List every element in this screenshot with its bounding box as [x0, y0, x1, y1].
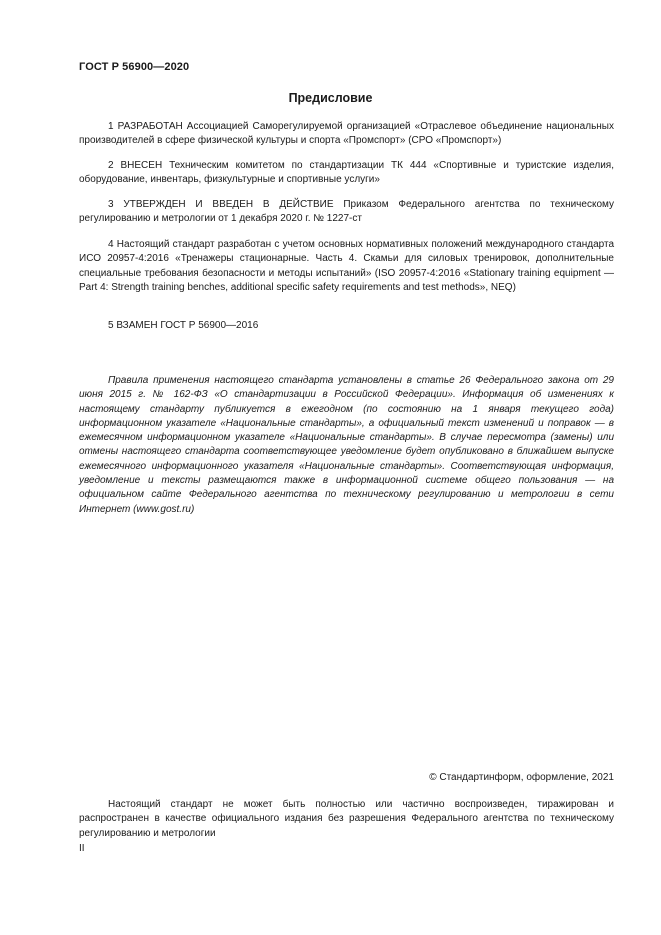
page-number: II	[79, 843, 85, 854]
paragraph-approved: 3 УТВЕРЖДЕН И ВВЕДЕН В ДЕЙСТВИЕ Приказом Федерального агентства по техническому регулированию и метрологии от 1 декабря 2020 г. № 1227-ст	[79, 199, 614, 225]
paragraph-replaces: 5 ВЗАМЕН ГОСТ Р 56900—2016	[108, 320, 259, 331]
copyright-line: © Стандартинформ, оформление, 2021	[429, 772, 614, 783]
page-title: Предисловие	[288, 91, 373, 105]
paragraph-developed-by: 1 РАЗРАБОТАН Ассоциацией Саморегулируемой организацией «Отраслевое объединение национальных производителей в сфере физической культуры и спорта «Промспорт» (СРО «Промспорт»)	[79, 121, 614, 147]
paragraph-international-basis: 4 Настоящий стандарт разработан с учетом основных нормативных положений международного стандарта ИСО 20957-4:2016 «Тренажеры стационарные. Часть 4. Скамьи для силовых тренировок, дополнительные специальные требования безопасности и методы испытаний» (ISO 20957-4:2016 «Stationary training equipment — Part 4: Strength training benches, additional specific safety requirements and test methods», NEQ)	[79, 239, 614, 293]
document-number-header: ГОСТ Р 56900—2020	[79, 61, 190, 73]
paragraph-submitted-by: 2 ВНЕСЕН Техническим комитетом по стандартизации ТК 444 «Спортивные и туристские изделия, оборудование, инвентарь, физкультурные и спортивные услуги»	[79, 160, 614, 186]
application-rules-notice: Правила применения настоящего стандарта установлены в статье 26 Федерального закона от 29 июня 2015 г. № 162-ФЗ «О стандартизации в Российской Федерации». Информация об изменениях к настоящему стандарту публикуется в ежегодном (по состоянию на 1 января текущего года) информационном указателе «Национальные стандарты», а официальный текст изменений и поправок — в ежемесячном информационном указателе «Национальные стандарты». В случае пересмотра (замены) или отмены настоящего стандарта соответствующее уведомление будет опубликовано в ближайшем выпуске ежемесячного информационного указателя «Национальные стандарты». Соответствующая информация, уведомление и тексты размещаются также в информационной системе общего пользования — на официальном сайте Федерального агентства по техническому регулированию и метрологии в сети Интернет (www.gost.ru)	[79, 375, 614, 515]
reproduction-rights-notice: Настоящий стандарт не может быть полностью или частично воспроизведен, тиражирован и распространен в качестве официального издания без разрешения Федерального агентства по техническому регулированию и метрологии	[79, 799, 614, 839]
